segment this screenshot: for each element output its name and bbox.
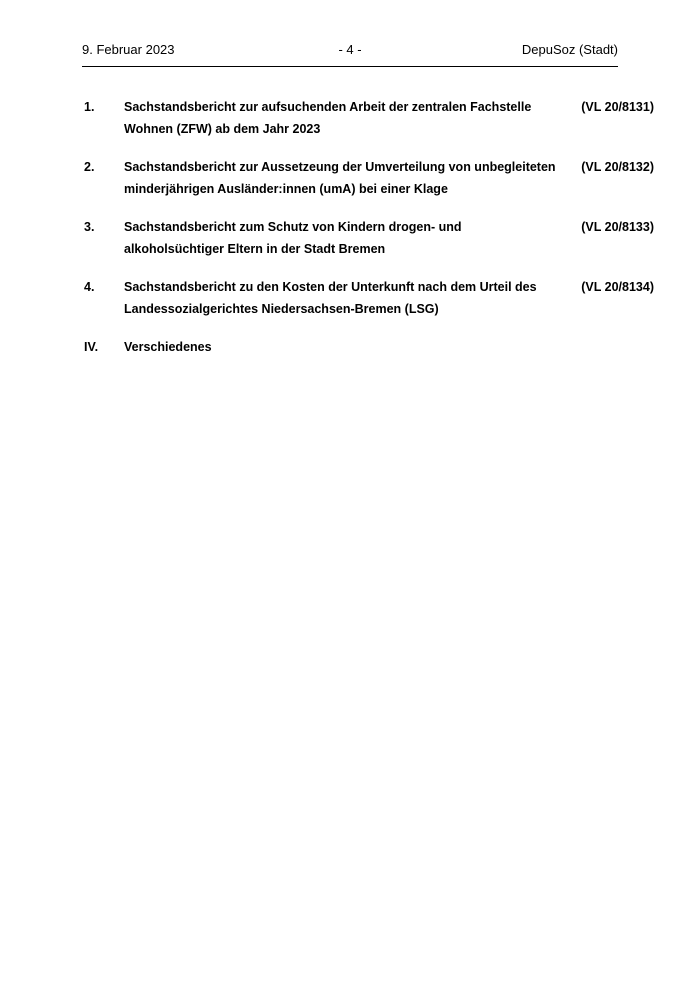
agenda-item-reference: (VL 20/8133) xyxy=(581,220,654,234)
agenda-item xyxy=(84,336,654,358)
agenda-item-title: Verschiedenes xyxy=(124,340,212,354)
agenda-item-reference: (VL 20/8132) xyxy=(581,160,654,174)
agenda-item xyxy=(84,156,654,200)
header-divider xyxy=(82,66,618,67)
agenda-item-title: Sachstandsbericht zur Aussetzeung der Umverteilung von unbegleiteten minderjährigen Ausländer:innen (umA) bei einer Klage xyxy=(124,160,556,196)
agenda-item-number: 2. xyxy=(84,160,95,174)
header-date: 9. Februar 2023 xyxy=(82,42,175,57)
agenda-item xyxy=(84,276,654,320)
agenda-item-number: IV. xyxy=(84,340,99,354)
agenda-item xyxy=(84,216,654,260)
header-committee: DepuSoz (Stadt) xyxy=(521,42,618,57)
agenda-list xyxy=(84,96,654,374)
agenda-item-reference: (VL 20/8134) xyxy=(581,280,654,294)
agenda-item-number: 4. xyxy=(84,280,95,294)
agenda-item-reference: (VL 20/8131) xyxy=(581,100,654,114)
agenda-item-title: Sachstandsbericht zum Schutz von Kindern drogen- und alkoholsüchtiger Eltern in der Stadt Bremen xyxy=(124,220,462,256)
header-page-number: - 4 - xyxy=(338,42,362,57)
agenda-item-title: Sachstandsbericht zur aufsuchenden Arbeit der zentralen Fachstelle Wohnen (ZFW) ab dem Jahr 2023 xyxy=(124,100,532,136)
agenda-item-reference xyxy=(564,336,654,358)
agenda-item-title: Sachstandsbericht zu den Kosten der Unterkunft nach dem Urteil des Landessozialgerichtes Niedersachsen-Bremen (LSG) xyxy=(124,280,537,316)
agenda-item-number: 1. xyxy=(84,100,95,114)
agenda-item xyxy=(84,96,654,140)
agenda-item-number: 3. xyxy=(84,220,95,234)
page-header xyxy=(82,40,618,60)
